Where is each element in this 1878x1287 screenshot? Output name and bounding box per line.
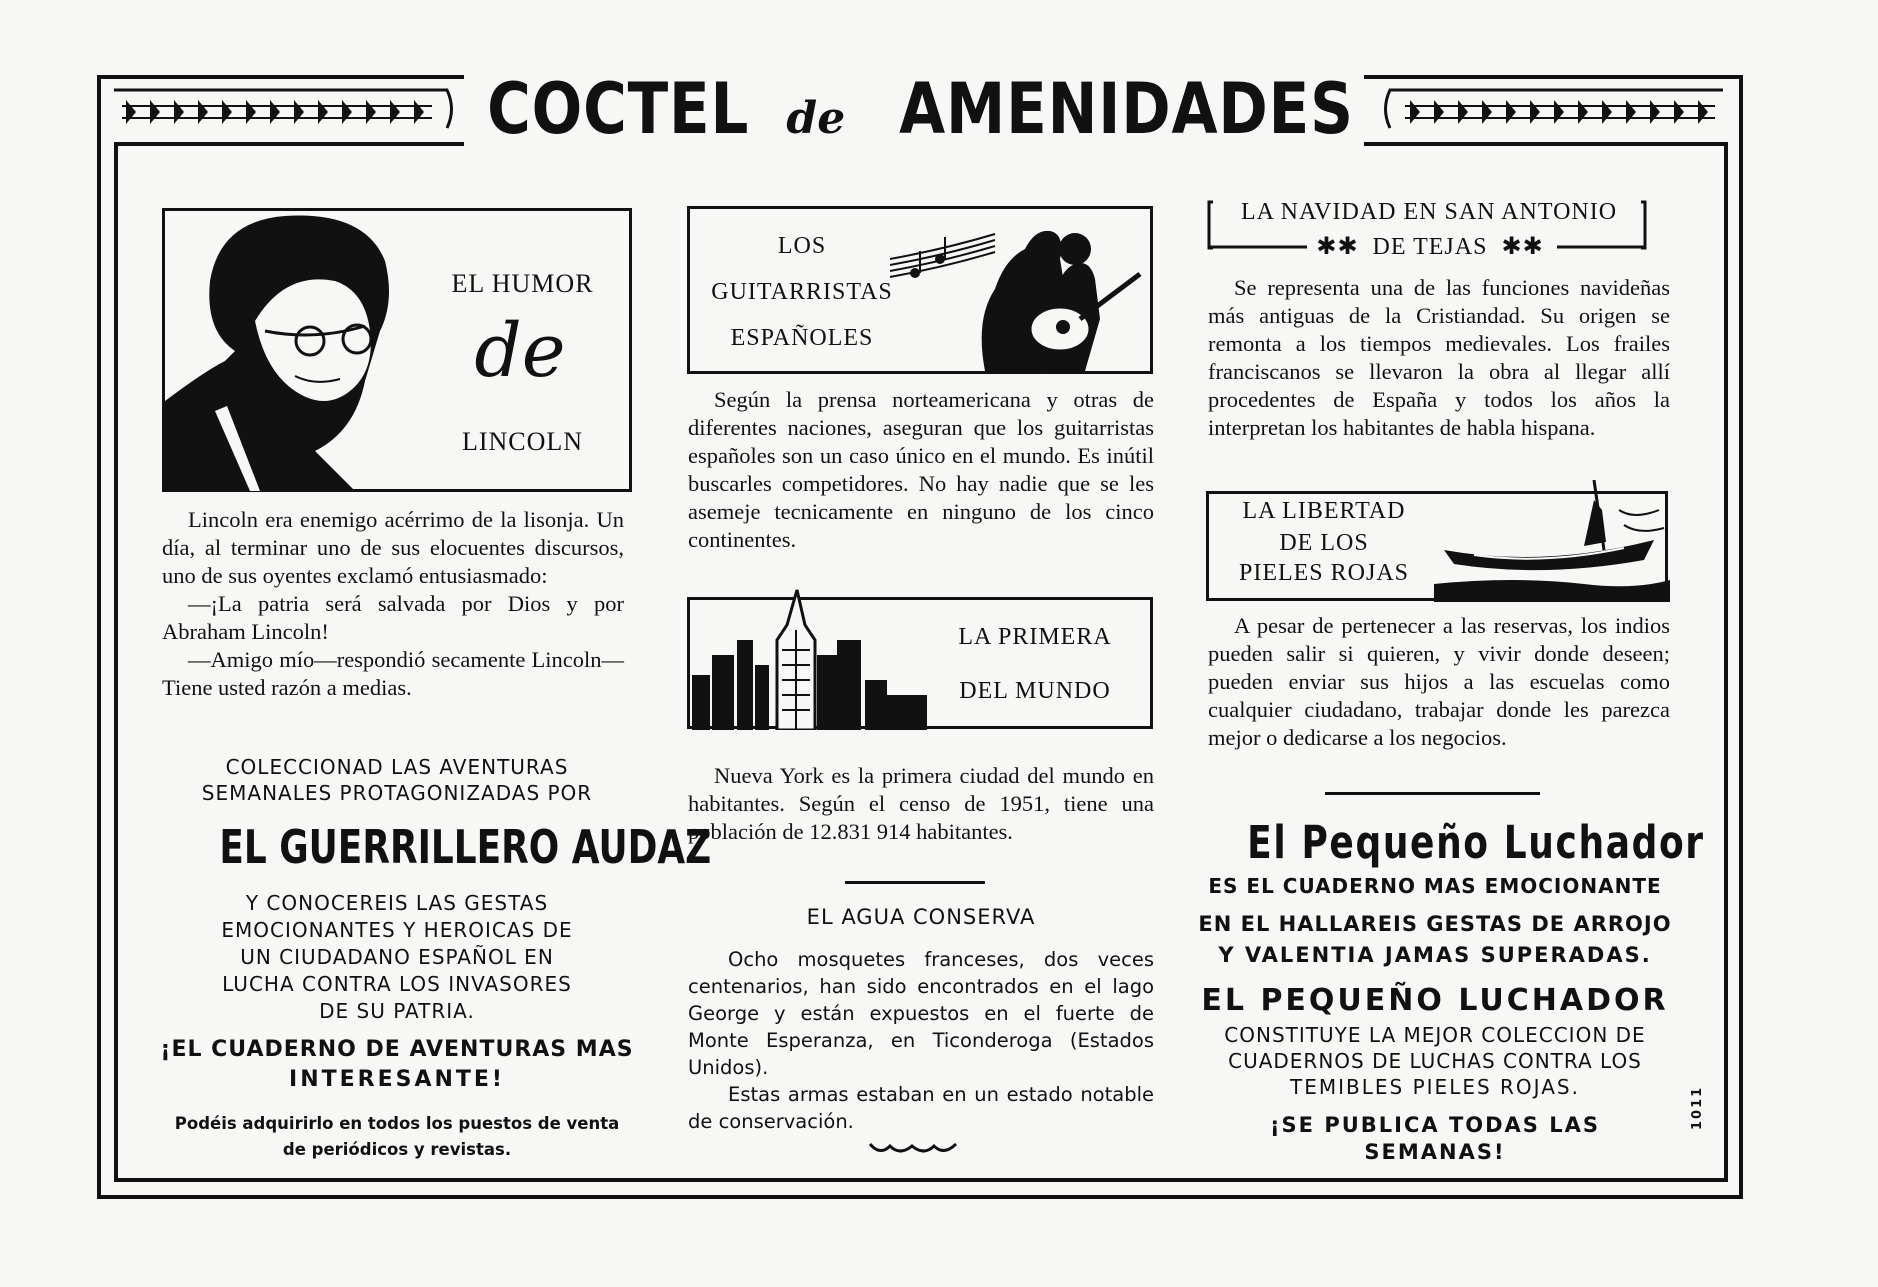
- guerrillero-slogan-1: ¡EL CUADERNO DE AVENTURAS MAS: [160, 1037, 634, 1062]
- guitarristas-box-line1: LOS: [777, 233, 827, 259]
- luchador-line-4: CONSTITUYE LA MEJOR COLECCION DE: [1224, 1023, 1646, 1047]
- nueva-york-box-line2: DEL MUNDO: [959, 678, 1111, 704]
- luchador-name: [1190, 808, 1705, 878]
- print-code: 1011: [1690, 1085, 1705, 1130]
- separator-rule: [845, 881, 985, 884]
- guerrillero-foot-2: de periódicos y revistas.: [282, 1140, 512, 1159]
- guitarristas-box-line3: ESPAÑOLES: [730, 325, 874, 351]
- agua-title: EL AGUA CONSERVA: [806, 905, 1036, 929]
- lincoln-paragraph-1: Lincoln era enemigo acérrimo de la lisonja. Un día, al terminar uno de sus elocuentes discursos, uno de sus oyentes exclamó entusiasmado:: [162, 507, 624, 588]
- guerrillero-intro-2: SEMANALES PROTAGONIZADAS POR: [201, 781, 593, 805]
- header-ornament-right: [1380, 88, 1725, 130]
- lincoln-paragraph-3: —Amigo mío—respondió secamente Lincoln— Tiene usted razón a medias.: [162, 647, 624, 700]
- luchador-line-3: Y VALENTIA JAMAS SUPERADAS.: [1218, 943, 1652, 967]
- lincoln-article: [162, 506, 624, 702]
- navidad-title-line1: LA NAVIDAD EN SAN ANTONIO: [1240, 199, 1618, 225]
- guerrillero-body-5: DE SU PATRIA.: [319, 999, 475, 1023]
- luchador-line-7: ¡SE PUBLICA TODAS LAS SEMANAS!: [1269, 1113, 1601, 1164]
- page-title: [464, 68, 1364, 150]
- guerrillero-body-1: Y CONOCEREIS LAS GESTAS: [245, 891, 549, 915]
- navidad-paragraph: Se representa una de las funciones navideñas más antiguas de la Cristiandad. Su origen se remonta a los tiempos medievales. Los frailes franciscanos se llevaron la obra al llegar allí procedentes de España y todos los años la interpretan los habitantes de habla hispana.: [1208, 275, 1670, 440]
- canoe-illustration: [1434, 480, 1670, 602]
- agua-paragraph-2: Estas armas estaban en un estado notable de conservación.: [688, 1083, 1154, 1133]
- lincoln-box-line1: EL HUMOR: [451, 269, 594, 298]
- libertad-box: [1206, 491, 1668, 601]
- lincoln-box-de: de: [474, 308, 566, 394]
- wave-ornament: [868, 1138, 958, 1158]
- luchador-line-2: EN EL HALLAREIS GESTAS DE ARROJO: [1198, 912, 1672, 936]
- agua-paragraph-1: Ocho mosquetes franceses, dos veces centenarios, han sido encontrados en el lago George y están expuestos en el fuerte de Monte Esperanza, en Ticonderoga (Estados Unidos).: [688, 948, 1154, 1079]
- nueva-york-paragraph: Nueva York es la primera ciudad del mundo en habitantes. Según el censo de 1951, tiene una población de 12.831 914 habitantes.: [688, 763, 1154, 844]
- navidad-article: [1208, 274, 1670, 442]
- agua-article: [688, 946, 1154, 1135]
- luchador-line-1: ES EL CUADERNO MAS EMOCIONANTE: [1208, 874, 1662, 898]
- guerrillero-body-4: LUCHA CONTRA LOS INVASORES: [222, 972, 572, 996]
- title-coctel: COCTEL: [487, 68, 750, 150]
- guitarristas-box-line2: GUITARRISTAS: [711, 279, 893, 305]
- separator-rule-col3: [1325, 792, 1540, 795]
- lincoln-paragraph-2: —¡La patria será salvada por Dios y por Abraham Lincoln!: [162, 591, 624, 644]
- libertad-box-line1: LA LIBERTAD: [1242, 498, 1406, 524]
- nueva-york-box: [687, 597, 1153, 729]
- guerrillero-foot-1: Podéis adquirirlo en todos los puestos de venta: [174, 1114, 620, 1133]
- skyline-illustration: [687, 570, 937, 730]
- libertad-box-line2: DE LOS: [1279, 530, 1369, 556]
- guitarristas-box: [687, 206, 1153, 374]
- title-amenidades: AMENIDADES: [899, 68, 1354, 150]
- guitarristas-article: [688, 386, 1154, 554]
- lincoln-box-line3: LINCOLN: [461, 427, 584, 456]
- guerrillero-intro-1: COLECCIONAD LAS AVENTURAS: [225, 755, 569, 779]
- lincoln-box: [162, 208, 632, 492]
- guerrillero-body-3: UN CIUDADANO ESPAÑOL EN: [240, 945, 554, 969]
- libertad-box-line3: PIELES ROJAS: [1238, 560, 1410, 586]
- guerrillero-name: [150, 815, 712, 879]
- luchador-name-2: EL PEQUEÑO LUCHADOR: [1201, 983, 1669, 1018]
- luchador-name-text: El Pequeño Luchador: [1247, 816, 1705, 869]
- luchador-line-6: TEMIBLES PIELES ROJAS.: [1290, 1075, 1580, 1099]
- navidad-title-line2: [1300, 232, 1560, 261]
- title-de: de: [786, 93, 846, 144]
- nueva-york-article: [688, 762, 1154, 846]
- header-ornament-left: [112, 88, 457, 130]
- navidad-title-tejas: DE TEJAS: [1372, 234, 1488, 260]
- lincoln-portrait-illustration: [165, 211, 415, 491]
- nueva-york-box-line1: LA PRIMERA: [958, 624, 1112, 650]
- libertad-article: [1208, 612, 1670, 752]
- guitarristas-paragraph: Según la prensa norteamericana y otras de diferentes naciones, aseguran que los guitarristas españoles son un caso único en el mundo. Es inútil buscarles competidores. No hay nadie que se les asemeje tecnicamente en ninguno de los cinco continentes.: [688, 387, 1154, 552]
- guerrillero-name-text: EL GUERRILLERO AUDAZ: [219, 820, 712, 874]
- guerrillero-body-2: EMOCIONANTES Y HEROICAS DE: [221, 918, 573, 942]
- guerrillero-slogan-2: INTERESANTE!: [289, 1067, 505, 1092]
- luchador-line-5: CUADERNOS DE LUCHAS CONTRA LOS: [1228, 1049, 1642, 1073]
- star-icon-right: ✱✱: [1501, 234, 1544, 260]
- libertad-paragraph: A pesar de pertenecer a las reservas, los indios pueden salir si quieren, y vivir donde deseen; pueden enviar sus hijos a las escuelas como cualquier ciudadano, trabajar donde les parezca mejor o dedicarse a los negocios.: [1208, 613, 1670, 750]
- star-icon-left: ✱✱: [1316, 234, 1359, 260]
- guitarist-illustration: [885, 219, 1150, 371]
